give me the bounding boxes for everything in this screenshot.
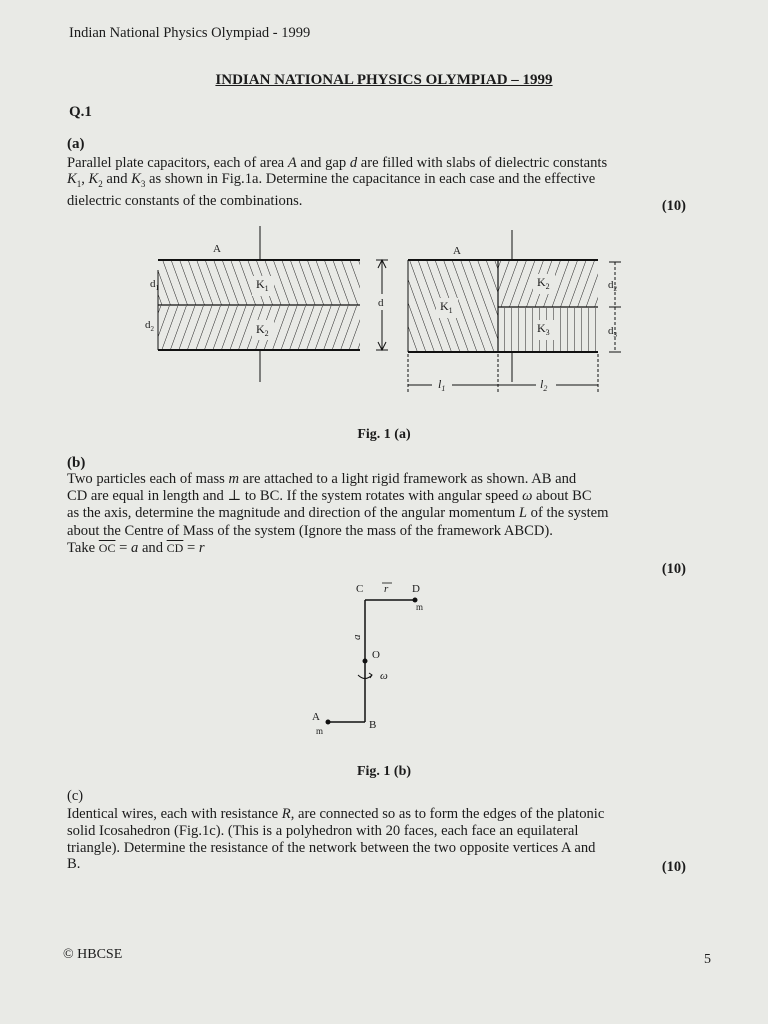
page-title: INDIAN NATIONAL PHYSICS OLYMPIAD – 1999 [215,72,553,88]
label-m-d: m [416,602,424,612]
part-a-label: (a) [67,136,85,152]
part-a-text [67,155,703,209]
part-b-label: (b) [67,455,86,471]
label-area-a-2: A [453,245,461,257]
label-m-a: m [316,726,324,736]
part-b-line-5: Take $\overline{OC} = a$ and $\overline{CD} = r$ [67,539,205,556]
label-d2-left: $d_2$ [145,319,154,333]
label-r: r [384,583,389,595]
capacitor-parallel [408,230,621,394]
capacitor-series [145,226,390,382]
label-area-a-1: A [213,243,221,255]
label-d-left: d [378,297,384,309]
part-a-line-2: $K_1$, $K_2$ and $K_3$ as shown in Fig.1a. Determine the capacitance in each case and the effective [67,171,596,190]
question-number: Q.1 [69,104,92,120]
label-a-vector: a [351,634,363,640]
part-c-marks: (10) [661,859,686,875]
figure-1b-caption: Fig. 1 (b) [356,764,412,779]
part-c-label: (c) [67,788,84,804]
label-l1: $l_1$ [438,377,446,393]
mass-a [326,720,331,725]
part-c-line-2: solid Icosahedron (Fig.1c). (This is a polyhedron with 20 faces, each face an equilateral [67,822,579,839]
label-d2-right: $d_2$ [608,279,617,293]
figure-1a-caption: Fig. 1 (a) [357,427,411,442]
label-b: B [369,719,377,731]
part-c-line-1: Identical wires, each with resistance R, are connected so as to form the edges of the platonic [67,806,605,822]
part-c-line-4: B. [67,856,81,873]
label-o: O [372,649,380,661]
page-number: 5 [704,952,711,967]
label-c: C [356,583,364,595]
label-k2-right: $K_2$ [537,275,550,291]
part-a-line-1: Parallel plate capacitors, each of area A and gap d are filled with slabs of dielectric constants [67,155,608,171]
label-k1-left: $K_1$ [256,277,269,293]
footer-copyright: © HBCSE [63,947,123,962]
figure-1b [300,578,450,738]
part-b-marks: (10) [661,561,686,577]
label-omega: ω [380,670,388,682]
label-a-point: A [312,711,320,723]
centre-o [363,659,368,664]
part-c-line-3: triangle). Determine the resistance of the network between the two opposite vertices A and [67,839,596,856]
part-a-marks: (10) [661,198,686,214]
running-header: Indian National Physics Olympiad - 1999 [69,25,311,41]
part-b-line-4: about the Centre of Mass of the system (Ignore the mass of the framework ABCD). [67,522,553,539]
label-d3: $d_3$ [608,325,617,339]
figure-1a [140,222,660,398]
label-d: D [412,583,420,595]
part-b-line-3: as the axis, determine the magnitude and direction of the angular momentum L of the system [67,505,609,522]
part-b-line-2: CD are equal in length and ⊥ to BC. If the system rotates with angular speed ω about BC [67,488,592,505]
part-c-text [67,806,703,873]
label-l2: $l_2$ [540,377,548,393]
part-b-line-1: Two particles each of mass m are attached to a light rigid framework as shown. AB and [67,471,577,487]
part-a-line-3: dielectric constants of the combinations. [67,192,303,209]
label-k2-left: $K_2$ [256,322,269,338]
label-k3: $K_3$ [537,321,550,337]
label-d1: $d_1$ [150,278,159,292]
part-b-text [67,471,703,557]
label-k1-right: $K_1$ [440,299,453,315]
